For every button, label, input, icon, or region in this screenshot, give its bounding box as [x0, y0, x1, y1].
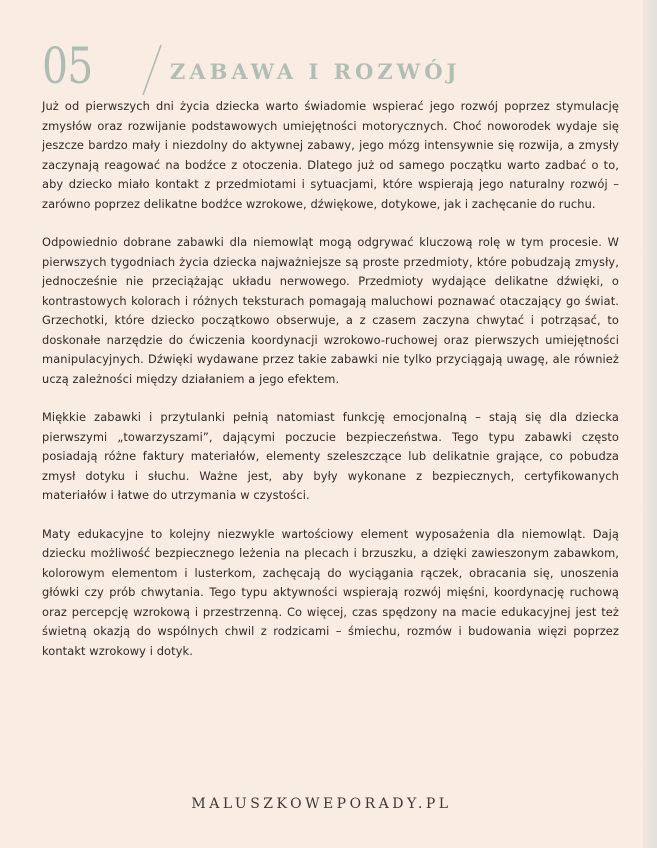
- paragraph-2: Odpowiednio dobrane zabawki dla niemowląt mogą odgrywać kluczową rolę w tym procesie. W pierwszych tygodniach życia dziecka najważniejsze są proste przedmioty, które pobudzają zmysły, jednocześnie nie przeciążając układu nerwowego. Przedmioty wydające delikatne dźwięki, o kontrastowych kolorach i różnych teksturach pomagają maluchowi poznawać otaczający go świat. Grzechotki, które dziecko początkowo obserwuje, a z czasem zaczyna chwytać i potrząsać, to doskonałe narzędzie do ćwiczenia koordynacji wzrokowo-ruchowej oraz pierwszych umiejętności manipulacyjnych. Dźwięki wydawane przez takie zabawki nie tylko przyciągają uwagę, ale również uczą zależności między działaniem a jego efektem.: [42, 235, 619, 386]
- paragraph-4: Maty edukacyjne to kolejny niezwykle wartościowy element wyposażenia dla niemowląt. Dają dziecku możliwość bezpiecznego leżenia na plecach i brzuszku, a dzięki zawieszonym zabawkom, kolorowym elementom i lusterkom, zachęcają do wyciągania rączek, obracania się, unoszenia główki czy prób chwytania. Tego typu aktywności wspierają rozwój mięśni, koordynację ruchową oraz percepcję wzrokową i przestrzenną. Co więcej, czas spędzony na macie edukacyjnej jest też świetną okazją do wspólnych chwil z rodzicami – śmiechu, rozmów i budowania więzi poprzez kontakt wzrokowy i dotyk.: [42, 526, 619, 658]
- paragraph-1: Już od pierwszych dni życia dziecka warto świadomie wspierać jego rozwój poprzez stymulację zmysłów oraz rozwijanie podstawowych umiejętności motorycznych. Choć noworodek wydaje się jeszcze bardzo mały i niezdolny do aktywnej zabawy, jego mózg intensywnie się rozwija, a zmysły zaczynają reagować na bodźce z otoczenia. Dlatego już od samego początku warto zadbać o to, aby dziecko miało kontakt z przedmiotami i sytuacjami, które wspierają jego naturalny rozwój – zarówno poprzez delikatne bodźce wzrokowe, dźwiękowe, dotykowe, jak i zachęcanie do ruchu.: [42, 99, 619, 211]
- paragraph-3: Miękkie zabawki i przytulanki pełnią natomiast funkcję emocjonalną – stają się dla dziecka pierwszymi „towarzyszami”, dającymi poczucie bezpieczeństwa. Tego typu zabawki często posiadają różne faktury materiałów, elementy szeleszczące lub delikatnie grające, co pobudza zmysł dotyku i słuchu. Ważne jest, aby były wykonane z bezpiecznych, certyfikowanych materiałów i łatwe do utrzymania w czystości.: [42, 410, 619, 502]
- footer-website: MALUSZKOWEPORADY.PL: [191, 796, 452, 812]
- chapter-title: ZABAWA I ROZWÓJ: [170, 59, 461, 84]
- page-edge: [643, 0, 657, 848]
- chapter-number: 05: [42, 37, 93, 95]
- slash-divider-icon: [141, 44, 163, 96]
- article-body: [42, 97, 619, 661]
